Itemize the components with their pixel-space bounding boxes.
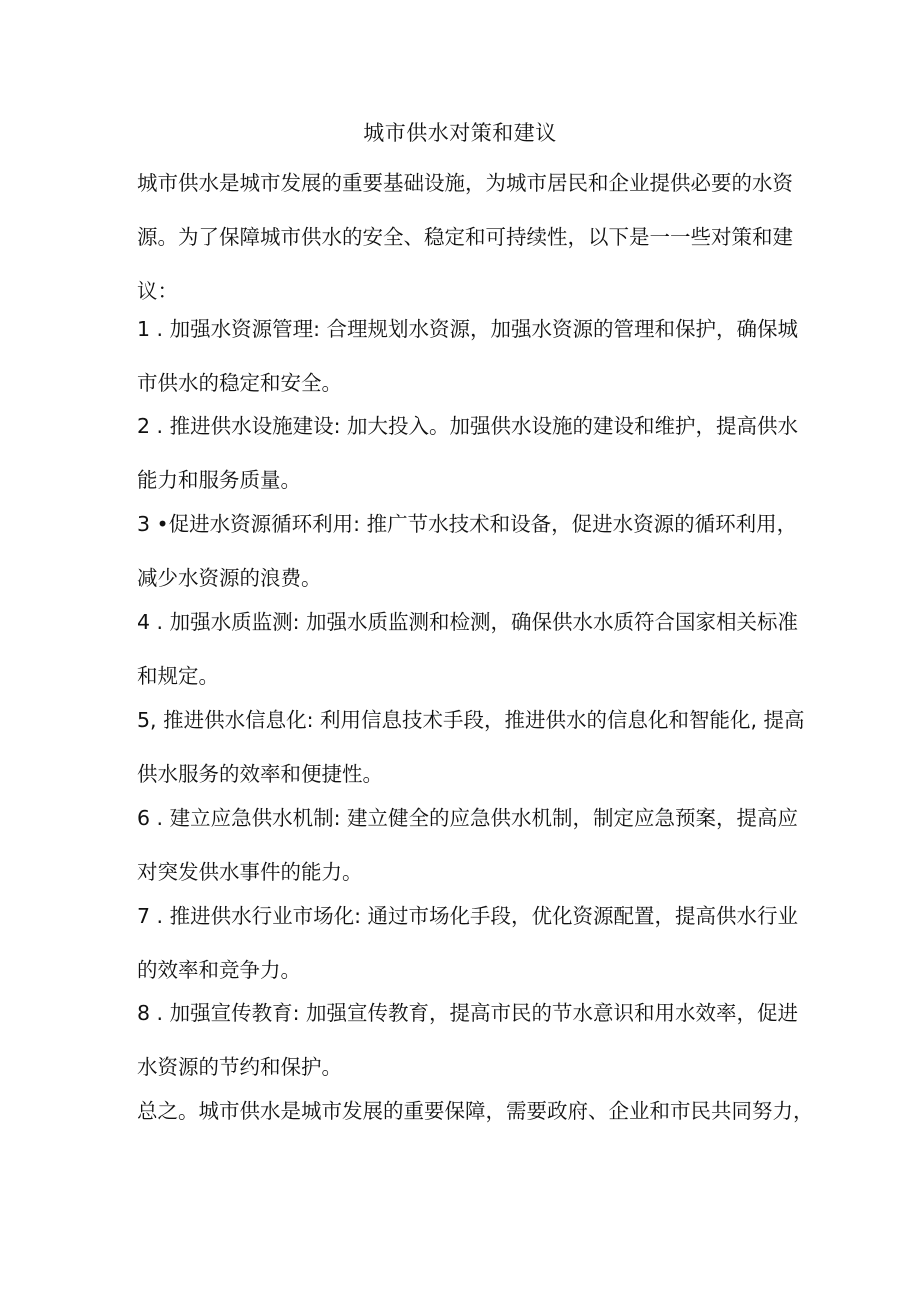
- list-item-line: 7 . 推进供水行业市场化: 通过市场化手段，优化资源配置，提高供水行业: [137, 904, 799, 928]
- intro-paragraph: [137, 156, 793, 318]
- list-item-6: [137, 791, 799, 899]
- list-item-line: 6 . 建立应急供水机制: 建立健全的应急供水机制，制定应急预案，提高应: [137, 806, 799, 830]
- list-item-line: 能力和服务质量。: [137, 468, 301, 492]
- list-item-5: [137, 693, 805, 801]
- list-item-line: 2 . 推进供水设施建设: 加大投入。加强供水设施的建设和维护，提高供水: [137, 414, 799, 438]
- list-item-line: 和规定。: [137, 664, 219, 688]
- list-item-line: 4 . 加强水质监测: 加强水质监测和检测，确保供水水质符合国家相关标准: [137, 610, 799, 634]
- list-item-line: 的效率和竞争力。: [137, 958, 301, 982]
- document-title: 城市供水对策和建议: [363, 121, 557, 145]
- list-item-line: 8 . 加强宣传教育: 加强宣传教育，提高市民的节水意识和用水效率，促进: [137, 1001, 799, 1025]
- list-item-line: 3 •促进水资源循环利用: 推广节水技术和设备，促进水资源的循环利用，: [137, 512, 798, 536]
- list-item-line: 水资源的节约和保护。: [137, 1055, 342, 1079]
- intro-line: 源。为了保障城市供水的安全、稳定和可持续性，以下是一一些对策和建: [137, 225, 793, 249]
- list-item-line: 5, 推进供水信息化: 利用信息技术手段，推进供水的信息化和智能化, 提高: [137, 708, 805, 732]
- intro-line: 城市供水是城市发展的重要基础设施，为城市居民和企业提供必要的水资: [137, 171, 793, 195]
- list-item-line: 对突发供水事件的能力。: [137, 860, 363, 884]
- intro-line: 议：: [137, 279, 178, 303]
- list-item-line: 1 . 加强水资源管理: 合理规划水资源，加强水资源的管理和保护，确保城: [137, 317, 799, 341]
- list-item-8: [137, 986, 799, 1094]
- list-item-1: [137, 302, 799, 410]
- conclusion-line: 总之。城市供水是城市发展的重要保障，需要政府、企业和市民共同努力，: [137, 1099, 814, 1123]
- list-item-3: [137, 497, 798, 605]
- list-item-line: 供水服务的效率和便捷性。: [137, 762, 383, 786]
- list-item-line: 减少水资源的浪费。: [137, 566, 322, 590]
- list-item-4: [137, 595, 799, 703]
- list-item-7: [137, 889, 799, 997]
- list-item-line: 市供水的稳定和安全。: [137, 371, 342, 395]
- conclusion-paragraph: [137, 1084, 814, 1138]
- list-item-2: [137, 399, 799, 507]
